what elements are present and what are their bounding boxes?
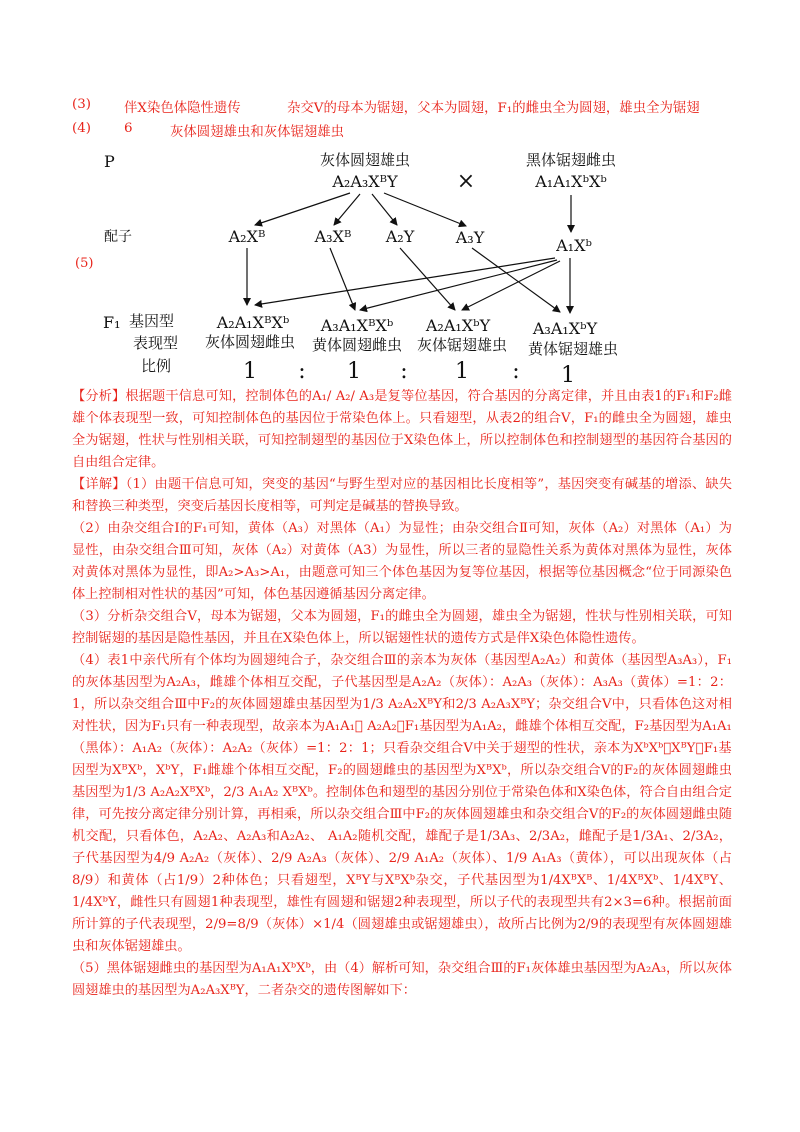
detail-paragraph-2: （2）由杂交组合Ⅰ的F₁可知，黄体（A₃）对黑体（A₁）为显性；由杂交组合Ⅱ可知，灰体（A₂）对黑体（A₁）为显性，由杂交组合Ⅲ可知，灰体（A₂）对黄体（A3）为显性，所以三者的显隐性关系为黄体对黑体为显性，灰体对黄体对黑体为显性，即A₂>A₃>A₁，由题意可知三个体色基因为复等位基因，根据等位基因概念“位于同源染色体上控制相对性状的基因”可知，体色基因遵循基因分离定律。 — [72, 521, 732, 602]
answer-3-number: (3) — [72, 97, 91, 112]
ratio-colon-1: : — [298, 359, 306, 384]
ratio-4: 1 — [561, 363, 575, 385]
answer-3-text: 杂交V的母本为锯翅，父本为圆翅，F₁的雌虫全为圆翅，雄虫全为锯翅 — [287, 101, 700, 116]
phenotype-label: 表现型 — [133, 334, 179, 352]
offspring-1-genotype: A₂A₁XᴮXᵇ — [216, 313, 290, 332]
genotype-label: 基因型 — [129, 312, 175, 330]
answer-4-count: 6 — [124, 121, 133, 136]
offspring-2-phenotype: 黄体圆翅雌虫 — [311, 336, 403, 354]
parent2-phenotype: 黑体锯翅雌虫 — [525, 151, 617, 169]
arrow-g2-o2 — [330, 248, 355, 310]
arrow-g3-o3 — [400, 248, 455, 310]
analysis-body: 根据题干信息可知，控制体色的A₁/ A₂/ A₃是复等位基因，符合基因的分离定律，并且由表1的F₁和F₂雌雄个体表现型一致，可知控制体色的基因位于常染色体上。只看翅型，从表2的组合V，F₁的雌虫全为圆翅，雄虫全为锯翅，性状与性别相关联，可知控制翅型的基因位于X染色体上，所以控制体色和控制翅型的基因符合基因的自由组合定律。 — [72, 389, 732, 470]
gamete-male-1: A₂Xᴮ — [228, 227, 266, 246]
arrow-p1-g2 — [334, 194, 360, 225]
detail-heading: 【详解】 — [72, 477, 126, 492]
parent1-genotype: A₂A₃XᴮY — [332, 172, 398, 191]
ratio-1: 1 — [243, 359, 257, 384]
answer-3-trait: 伴X染色体隐性遗传 — [124, 101, 241, 116]
offspring-2-genotype: A₃A₁XᴮXᵇ — [320, 316, 394, 335]
p-label: P — [104, 152, 115, 171]
detail-paragraph-4: （4）表1中亲代所有个体均为圆翅纯合子，杂交组合Ⅲ的亲本为灰体（基因型A₂A₂）和黄体（基因型A₃A₃），F₁的灰体基因型为A₂A₃，雌雄个体相互交配，子代基因型是A₂A₂（灰体）：A₂A₃（灰体）：A₃A₃（黄体）=1：2：1，所以杂交组合Ⅲ中F₂的灰体圆翅雄虫基因型为1/3 A₂A₂XᴮY和2/3 A₂A₃XᴮY；杂交组合V中，只看体色这对相对性状，因为F₁只有一种表现型，故亲本为A₁A₁⃞ A₂A₂，F₁基因型为A₁A₂，雌雄个体相互交配，F₂基因型为A₁A₁（黑体）：A₁A₂（灰体）：A₂A₂（灰体）=1：2：1；只看杂交组合V中关于翅型的性状，亲本为XᵇXᵇ⃞XᴮY，F₁基因型为XᴮXᵇ，XᵇY，F₁雌雄个体相互交配，F₂的圆翅雌虫的基因型为XᴮXᵇ，所以杂交组合V的F₂的灰体圆翅雌虫基因型为1/3 A₂A₂XᴮXᵇ，2/3 A₁A₂ XᴮXᵇ。控制体色和翅型的基因分别位于常染色体和X染色体，符合自由组合定律，可先按分离定律分别计算，再相乘，所以杂交组合Ⅲ中F₂的灰体圆翅雄虫和杂交组合V的F₂的灰体圆翅雌虫随机交配，只看体色，A₂A₂、A₂A₃和A₂A₂、 A₁A₂随机交配，雄配子是1/3A₃、2/3A₂，雌配子是1/3A₁、2/3A₂，子代基因型为4/9 A₂A₂（灰体）、2/9 A₂A₃（灰体）、2/9 A₁A₂（灰体）、1/9 A₁A₃（黄体），可以出现灰体（占8/9）和黄体（占1/9）2种体色；只看翅型，XᴮY与XᴮXᵇ杂交，子代基因型为1/4XᴮXᴮ、1/4XᴮXᵇ、1/4XᴮY、1/4XᵇY，雌性只有圆翅1种表现型，雄性有圆翅和锯翅2种表现型，所以子代的表现型共有2×3=6种。根据前面所计算的子代表现型，2/9=8/9（灰体）×1/4（圆翅雄虫或锯翅雄虫），故所占比例为2/9的表现型有灰体圆翅雄虫和灰体锯翅雄虫。 — [72, 653, 732, 954]
answer-4-number: (4) — [72, 121, 91, 136]
ratio-3: 1 — [455, 359, 469, 384]
gamete-male-3: A₂Y — [385, 227, 415, 246]
offspring-4-phenotype: 黄体锯翅雄虫 — [527, 340, 619, 358]
arrow-p1-g3 — [372, 194, 397, 225]
detail-paragraph-3: （3）分析杂交组合V，母本为锯翅，父本为圆翅，F₁的雌虫全为圆翅，雄虫全为锯翅，性状与性别相关联，可知控制锯翅的基因是隐性基因，并且在X染色体上，所以锯翅性状的遗传方式是伴X染色体隐性遗传。 — [72, 609, 732, 646]
offspring-3-genotype: A₂A₁XᵇY — [425, 316, 491, 335]
analysis-paragraph — [72, 386, 732, 474]
arrow-g4-o4 — [472, 248, 560, 312]
arrow-gf-o2 — [360, 260, 557, 310]
answer-4-text: 灰体圆翅雄虫和灰体锯翅雄虫 — [170, 125, 345, 140]
offspring-3-phenotype: 灰体锯翅雄虫 — [416, 336, 508, 354]
ratio-colon-2: : — [400, 359, 408, 384]
analysis-heading: 【分析】 — [72, 389, 126, 404]
ratio-label: 比例 — [141, 357, 172, 375]
arrow-p1-g1 — [255, 193, 350, 225]
detail-intro — [72, 474, 732, 518]
gamete-label: 配子 — [104, 229, 132, 245]
arrow-gf-o1 — [255, 258, 555, 305]
gamete-male-2: A₃Xᴮ — [314, 227, 352, 246]
offspring-1-phenotype: 灰体圆翅雌虫 — [204, 333, 296, 351]
offspring-4-genotype: A₃A₁XᵇY — [532, 319, 598, 338]
ratio-colon-3: : — [512, 359, 520, 384]
arrow-gf-o3 — [462, 261, 560, 310]
genetic-cross-diagram — [0, 140, 800, 385]
parent1-phenotype: 灰体圆翅雄虫 — [319, 151, 411, 169]
question-5-label: (5) — [75, 256, 94, 271]
gamete-male-4: A₃Y — [455, 228, 485, 247]
arrow-p1-g4 — [384, 193, 466, 226]
f1-label: F₁ — [103, 313, 121, 332]
ratio-2: 1 — [347, 359, 361, 384]
detail-paragraph-1: （1）由题干信息可知，突变的基因“与野生型对应的基因相比长度相等”，基因突变有碱基的增添、缺失和替换三种类型，突变后基因长度相等，可判定是碱基的替换导致。 — [72, 477, 732, 514]
gamete-female: A₁Xᵇ — [556, 236, 592, 255]
cross-symbol: × — [456, 169, 476, 194]
parent2-genotype: A₁A₁XᵇXᵇ — [535, 172, 607, 191]
detail-paragraph-5: （5）黑体锯翅雌虫的基因型为A₁A₁XᵇXᵇ，由（4）解析可知，杂交组合Ⅲ的F₁灰体雄虫基因型为A₂A₃，所以灰体圆翅雄虫的基因型为A₂A₃XᴮY，二者杂交的遗传图解如下： — [72, 961, 732, 998]
analysis-section — [72, 386, 732, 1002]
